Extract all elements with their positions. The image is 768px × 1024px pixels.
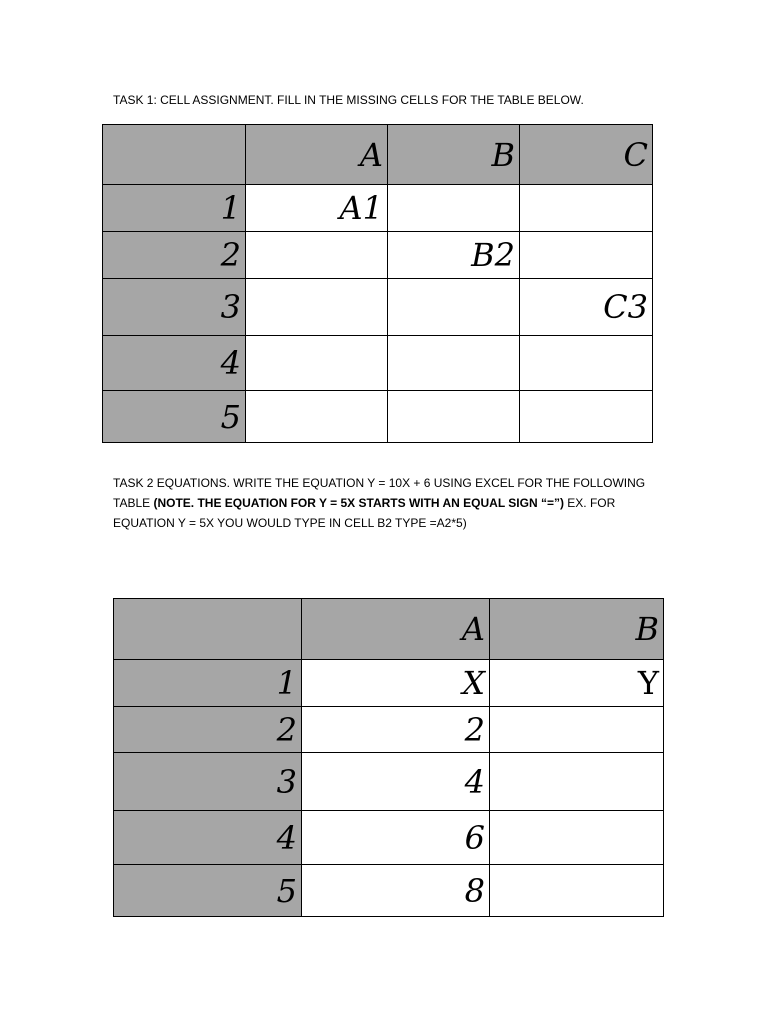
table2-row	[114, 753, 664, 811]
table2-cell-b3[interactable]	[490, 753, 664, 811]
table2-cell-b4[interactable]	[490, 811, 664, 865]
table1-row-header-2[interactable]: 2	[103, 232, 246, 279]
table1-cell-c4[interactable]	[520, 336, 653, 391]
task1-text: TASK 1: CELL ASSIGNMENT. FILL IN THE MISSING CELLS FOR THE TABLE BELOW.	[113, 93, 584, 107]
task2-text-part3: EX. FOR EQUATION Y = 5X YOU WOULD TYPE IN CELL B2 TYPE =A2*5)	[113, 496, 616, 530]
task1-instructions	[113, 90, 673, 110]
table2-cell-a3[interactable]: 4	[302, 753, 490, 811]
table2-cell-a2[interactable]: 2	[302, 707, 490, 753]
table1-cell-c3[interactable]: C3	[520, 279, 653, 336]
table2-cell-b2[interactable]	[490, 707, 664, 753]
table1-col-header-a[interactable]: A	[246, 125, 388, 185]
table2-cell-b1[interactable]: Y	[490, 660, 664, 707]
equation-table	[113, 598, 664, 917]
table1-row	[103, 391, 653, 443]
table2-row	[114, 660, 664, 707]
table2-row-header-1[interactable]: 1	[114, 660, 302, 707]
table2-row-header-3[interactable]: 3	[114, 753, 302, 811]
table1-cell-b4[interactable]	[388, 336, 520, 391]
table1-row	[103, 336, 653, 391]
table1-cell-a4[interactable]	[246, 336, 388, 391]
table1-cell-c1[interactable]	[520, 185, 653, 232]
table1-row	[103, 232, 653, 279]
table1-cell-a5[interactable]	[246, 391, 388, 443]
table1-row-header-4[interactable]: 4	[103, 336, 246, 391]
table1-cell-b5[interactable]	[388, 391, 520, 443]
table2-corner-cell[interactable]	[114, 599, 302, 660]
task2-text-part1: TASK 2 EQUATIONS. WRITE THE EQUATION Y = 10X + 6 USING EXCEL FOR THE FOLLOWING TABLE	[113, 476, 646, 510]
task2-instructions	[113, 473, 658, 533]
table1-col-header-c[interactable]: C	[520, 125, 653, 185]
table2-col-header-a[interactable]: A	[302, 599, 490, 660]
table2-row	[114, 811, 664, 865]
cell-assignment-table	[102, 124, 653, 443]
table2-cell-b5[interactable]	[490, 865, 664, 917]
table1-row-header-5[interactable]: 5	[103, 391, 246, 443]
table1-cell-b3[interactable]	[388, 279, 520, 336]
table2-cell-a4[interactable]: 6	[302, 811, 490, 865]
table2-row-header-5[interactable]: 5	[114, 865, 302, 917]
table2-header-row	[114, 599, 664, 660]
table1-cell-b1[interactable]	[388, 185, 520, 232]
table1-row-header-1[interactable]: 1	[103, 185, 246, 232]
table2-row-header-4[interactable]: 4	[114, 811, 302, 865]
table2-cell-a5[interactable]: 8	[302, 865, 490, 917]
table1-col-header-b[interactable]: B	[388, 125, 520, 185]
table1-row	[103, 279, 653, 336]
table1-cell-b2[interactable]: B2	[388, 232, 520, 279]
table1-corner-cell[interactable]	[103, 125, 246, 185]
table1-header-row	[103, 125, 653, 185]
table1-cell-c5[interactable]	[520, 391, 653, 443]
table2-row	[114, 865, 664, 917]
table2-row-header-2[interactable]: 2	[114, 707, 302, 753]
table2-col-header-b[interactable]: B	[490, 599, 664, 660]
table1-cell-a1[interactable]: A1	[246, 185, 388, 232]
table1-row	[103, 185, 653, 232]
table2-row	[114, 707, 664, 753]
table1-cell-a3[interactable]	[246, 279, 388, 336]
table2-cell-a1[interactable]: X	[302, 660, 490, 707]
table1-cell-c2[interactable]	[520, 232, 653, 279]
table1-row-header-3[interactable]: 3	[103, 279, 246, 336]
table1-cell-a2[interactable]	[246, 232, 388, 279]
task2-note-bold: (NOTE. THE EQUATION FOR Y = 5X STARTS WITH AN EQUAL SIGN “=”)	[153, 496, 564, 510]
